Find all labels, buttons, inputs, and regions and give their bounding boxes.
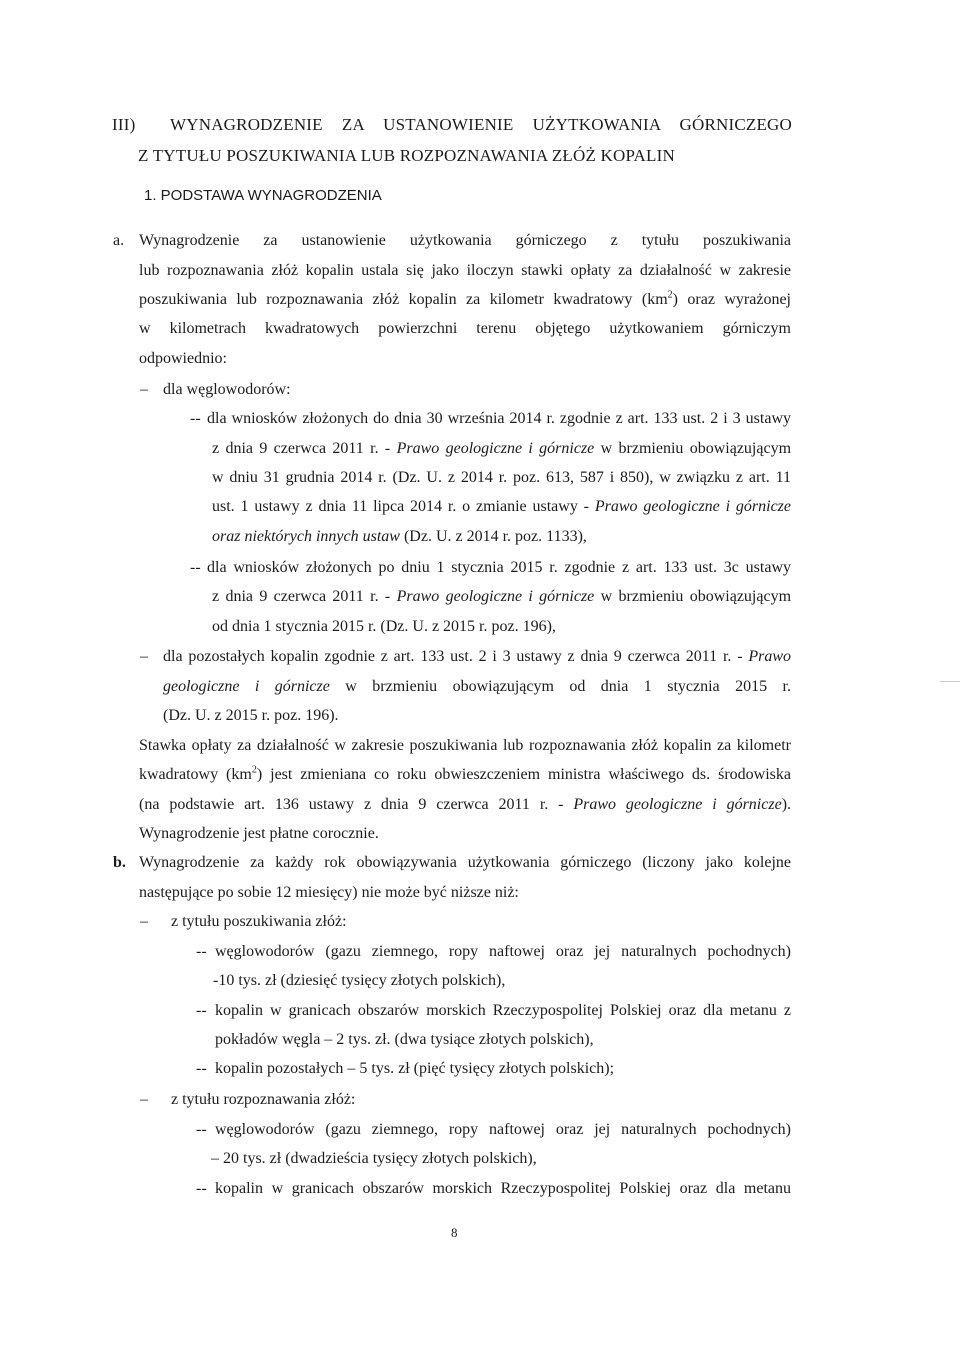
section-a-line-1: Wynagrodzenie za ustanowienie użytkowania górniczego z tytułu poszukiwania [139, 232, 791, 249]
point-1-dash: -- [190, 410, 201, 427]
point-2-line-1: dla wniosków złożonych po dniu 1 stycznia 2015 r. zgodnie z art. 133 ust. 3c ustawy [207, 559, 791, 576]
section-a-line-5: odpowiednio: [139, 350, 227, 367]
other-minerals-line-1 [163, 647, 791, 667]
point-2-line-2-c: w brzmieniu obowiązującym [594, 588, 792, 605]
page-number: 8 [451, 1225, 458, 1240]
other-minerals-law-title-start: Prawo [748, 648, 791, 665]
recon-label: z tytułu rozpoznawania złóż: [171, 1091, 356, 1108]
point-2-line-2-a: z dnia 9 czerwca 2011 r. - [212, 588, 397, 605]
other-minerals-line-2-b: w brzmieniu obowiązującym od dnia 1 stycznia 2015 r. [329, 678, 791, 695]
rate-line-2 [139, 765, 791, 785]
heading-line-2: Z TYTUŁU POSZUKIWANIA LUB ROZPOZNAWANIA ZŁÓŻ KOPALIN [138, 146, 675, 165]
rate-line-3-a: (na podstawie art. 136 ustawy z dnia 9 czerwca 2011 r. - [139, 796, 574, 813]
other-minerals-line-3: (Dz. U. z 2015 r. poz. 196). [163, 707, 339, 724]
point-1-law-title: Prawo geologiczne i górnicze [396, 440, 595, 457]
point-2-dash: -- [190, 559, 201, 576]
rate-line-2-a: kwadratowy (km [139, 766, 252, 783]
other-minerals-law-title-end: geologiczne i górnicze [163, 678, 330, 695]
point-1-line-2-c: w brzmieniu obowiązującym [594, 440, 792, 457]
heading-line-1: WYNAGRODZENIE ZA USTANOWIENIE UŻYTKOWANIA GÓRNICZEGO [170, 115, 792, 134]
section-b-line-2: następujące po sobie 12 miesięcy) nie może być niższe niż: [139, 884, 519, 901]
section-a-line-3-end: ) oraz wyrażonej [672, 291, 791, 308]
search-dash: – [140, 913, 148, 930]
section-a-line-4: w kilometrach kwadratowych powierzchni terenu objętego użytkowaniem górniczym [139, 320, 791, 337]
point-1-line-3: w dniu 31 grudnia 2014 r. (Dz. U. z 2014 r. poz. 613, 587 i 850), w związku z art. 11 [212, 469, 791, 486]
hydrocarbons-dash: – [140, 381, 148, 398]
point-1-line-2 [212, 439, 791, 459]
recon-1-dash: -- [196, 1121, 207, 1138]
rate-law-title: Prawo geologiczne i górnicze [573, 796, 782, 813]
heading-number: III) [112, 115, 136, 134]
search-3-line-1: kopalin pozostałych – 5 tys. zł (pięć tysięcy złotych polskich); [215, 1060, 615, 1077]
search-label: z tytułu poszukiwania złóż: [171, 913, 347, 930]
recon-1-line-2: – 20 tys. zł (dwadzieścia tysięcy złotych polskich), [211, 1150, 537, 1167]
rate-line-3 [139, 795, 791, 815]
section-a-marker: a. [113, 232, 125, 249]
point-1-line-4-a: ust. 1 ustawy z dnia 11 lipca 2014 r. o zmianie ustawy - [212, 498, 595, 515]
point-1-amending-law: oraz niektórych innych ustaw [212, 528, 400, 545]
rate-line-1: Stawka opłaty za działalność w zakresie poszukiwania lub rozpoznawania złóż kopalin za kilometr [139, 737, 791, 754]
section-a-line-3 [139, 290, 791, 310]
search-1-line-1: węglowodorów (gazu ziemnego, ropy naftowej oraz jej naturalnych pochodnych) [215, 943, 791, 960]
point-1-line-1: dla wniosków złożonych do dnia 30 września 2014 r. zgodnie z art. 133 ust. 2 i 3 ustawy [207, 410, 791, 427]
point-1-line-5 [212, 527, 587, 547]
km2-superscript: 2 [667, 289, 673, 301]
rate-line-3-c: ). [781, 796, 792, 813]
point-1-law-title-2: Prawo geologiczne i górnicze [594, 498, 792, 515]
point-2-law-title: Prawo geologiczne i górnicze [396, 588, 595, 605]
rate-line-2-b: ) jest zmieniana co roku obwieszczeniem ministra właściwego ds. środowiska [256, 766, 791, 783]
point-1-line-2-a: z dnia 9 czerwca 2011 r. - [212, 440, 397, 457]
recon-2-line-1: kopalin w granicach obszarów morskich Rzeczypospolitej Polskiej oraz dla metanu [215, 1180, 791, 1197]
point-1-line-5-b: (Dz. U. z 2014 r. poz. 1133), [399, 528, 587, 545]
other-minerals-line-2 [163, 677, 791, 697]
other-minerals-dash: – [140, 648, 148, 665]
hydrocarbons-label: dla węglowodorów: [163, 381, 291, 398]
recon-2-dash: -- [196, 1180, 207, 1197]
search-2-dash: -- [196, 1002, 207, 1019]
section-a-line-2: lub rozpoznawania złóż kopalin ustala się jako iloczyn stawki opłaty za działalność w zakresie [139, 262, 791, 279]
recon-1-line-1: węglowodorów (gazu ziemnego, ropy naftowej oraz jej naturalnych pochodnych) [215, 1121, 791, 1138]
point-1-line-4 [212, 497, 791, 517]
margin-mark [940, 681, 960, 682]
rate-km2-superscript: 2 [251, 764, 257, 776]
subheading: 1. PODSTAWA WYNAGRODZENIA [144, 187, 382, 204]
other-minerals-line-1-a: dla pozostałych kopalin zgodnie z art. 133 ust. 2 i 3 ustawy z dnia 9 czerwca 2011 r. - [163, 648, 749, 665]
point-2-line-3: od dnia 1 stycznia 2015 r. (Dz. U. z 2015 r. poz. 196), [212, 618, 556, 635]
rate-line-4: Wynagrodzenie jest płatne corocznie. [139, 825, 379, 842]
search-2-line-2: pokładów węgla – 2 tys. zł. (dwa tysiące złotych polskich), [215, 1031, 594, 1048]
point-2-line-2 [212, 587, 791, 607]
section-a-line-3-text: poszukiwania lub rozpoznawania złóż kopalin za kilometr kwadratowy (km [139, 291, 668, 308]
recon-dash: – [140, 1091, 148, 1108]
search-1-line-2: -10 tys. zł (dziesięć tysięcy złotych polskich), [213, 972, 506, 989]
search-2-line-1: kopalin w granicach obszarów morskich Rzeczypospolitej Polskiej oraz dla metanu z [215, 1002, 791, 1019]
search-1-dash: -- [196, 943, 207, 960]
section-b-line-1: Wynagrodzenie za każdy rok obowiązywania użytkowania górniczego (liczony jako kolejne [139, 854, 791, 871]
search-3-dash: -- [196, 1060, 207, 1077]
section-b-marker: b. [113, 854, 126, 871]
